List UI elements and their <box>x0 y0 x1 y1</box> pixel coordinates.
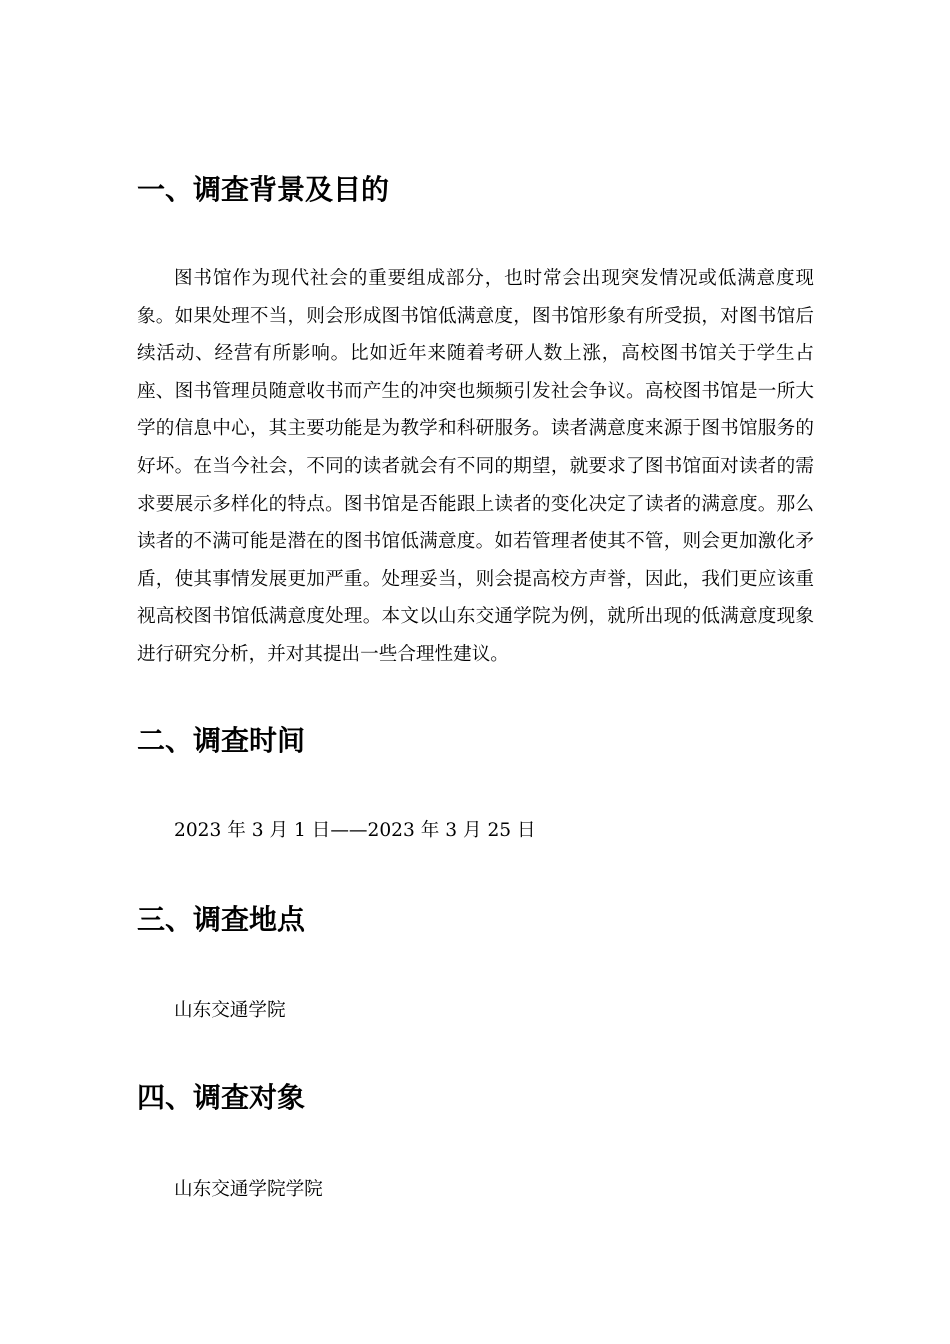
section-heading-background: 一、调查背景及目的 <box>137 173 390 206</box>
section-heading-time: 二、调查时间 <box>137 724 306 757</box>
section-heading-location: 三、调查地点 <box>137 903 306 936</box>
section-body-subject: 山东交通学院学院 <box>174 1179 323 1200</box>
section-body-location: 山东交通学院 <box>174 1000 286 1021</box>
section-body-background: 图书馆作为现代社会的重要组成部分，也时常会出现突发情况或低满意度现象。如果处理不当，则会形成图书馆低满意度，图书馆形象有所受损，对图书馆后续活动、经营有所影响。比如近年来随着考研人数上涨，高校图书馆关于学生占座、图书管理员随意收书而产生的冲突也频频引发社会争议。高校图书馆是一所大学的信息中心，其主要功能是为教学和科研服务。读者满意度来源于图书馆服务的好坏。在当今社会，不同的读者就会有不同的期望，就要求了图书馆面对读者的需求要展示多样化的特点。图书馆是否能跟上读者的变化决定了读者的满意度。那么读者的不满可能是潜在的图书馆低满意度。如若管理者使其不管，则会更加激化矛盾，使其事情发展更加严重。处理妥当，则会提高校方声誉，因此，我们更应该重视高校图书馆低满意度处理。本文以山东交通学院为例，就所出现的低满意度现象进行研究分析，并对其提出一些合理性建议。 <box>137 268 814 665</box>
section-body-time: 2023 年 3 月 1 日——2023 年 3 月 25 日 <box>174 820 536 841</box>
section-heading-subject: 四、调查对象 <box>137 1081 306 1114</box>
